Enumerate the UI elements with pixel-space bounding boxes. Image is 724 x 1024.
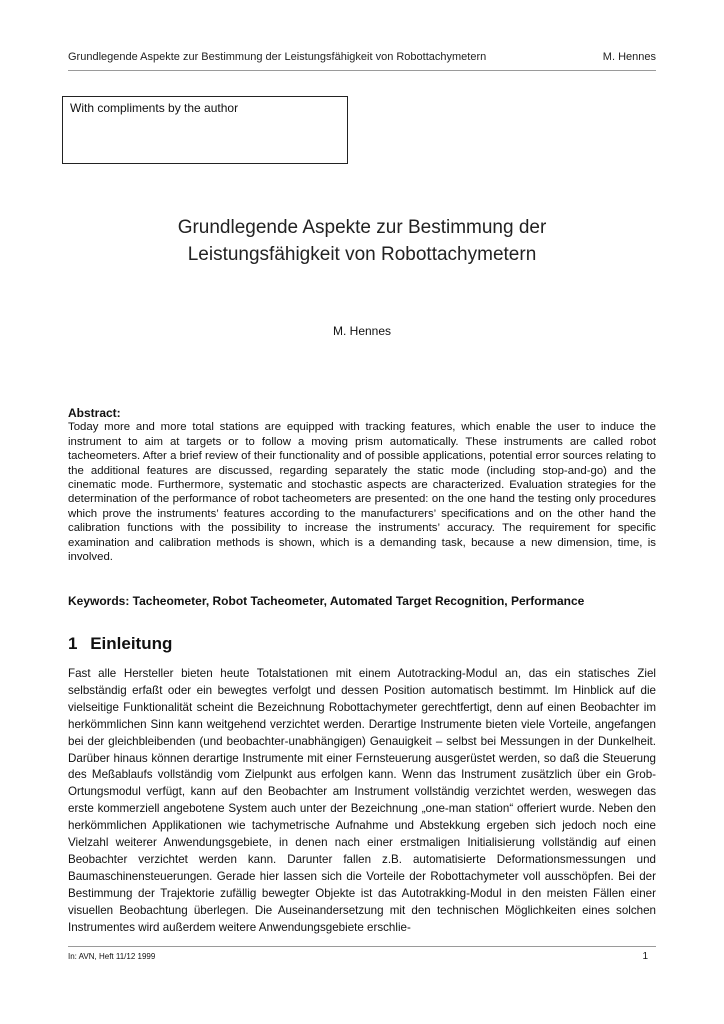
title-line-2: Leistungsfähigkeit von Robottachymetern (187, 244, 537, 265)
section-heading (68, 634, 172, 654)
compliments-text: With compliments by the author (70, 101, 239, 115)
footer-rule (68, 946, 656, 947)
section-title: Einleitung (90, 634, 173, 653)
page-number: 1 (642, 951, 648, 962)
header-rule (68, 70, 656, 71)
running-header (68, 51, 656, 63)
section-number: 1 (68, 634, 78, 653)
running-title: Grundlegende Aspekte zur Bestimmung der Leistungsfähigkeit von Robottachymetern (68, 51, 487, 63)
abstract (68, 406, 656, 564)
footer-source: In: AVN, Heft 11/12 1999 (68, 952, 156, 961)
abstract-text: Today more and more total stations are equipped with tracking features, which enable the user to induce the instrument to aim at targets or to follow a moving prism automatically. These instruments are called robot tacheometers. After a brief review of their functionality and of possible applications, potential error sources relating to the additional features are discussed, regarding separately the static mode (including stop-and-go) and the cinematic mode. Furthermore, systematic and stochastic aspects are characterized. Evaluation strategies for the determination of the performance of robot tacheometers are presented: on the one hand the testing only procedures which prove the instruments’ features according to the manufacturers’ specifications and on the other hand the calibration functions with the possibility to increase the instruments’ accuracy. The requirement for specific examination and calibration methods is shown, which is a demanding task, because a new dimension, time, is involved. (68, 421, 656, 564)
running-author: M. Hennes (602, 51, 656, 63)
keywords: Keywords: Tacheometer, Robot Tacheometer, Automated Target Recognition, Performance (68, 594, 585, 608)
footer (68, 951, 656, 962)
section-body-text: Fast alle Hersteller bieten heute Totalstationen mit einem Autotracking-Modul an, das ein statisches Ziel selbständig erfaßt oder ein bewegtes verfolgt und dessen Position automatisch bestimmt. Im Hinblick auf die vielseitige Funktionalität scheint die Bezeichnung Robottachymeter gerechtfertigt, denn auf einen Beobachter im herkömmlichen Sinn kann weitgehend verzichtet werden. Derartige Instrumente bieten viele Vorteile, angefangen bei der gleichbleibenden (und beobachter-unabhängigen) Genauigkeit – selbst bei Messungen in der Dunkelheit. Darüber hinaus können derartige Instrumente mit einer Fernsteuerung ausgerüstet werden, so daß die Steuerung des Meßablaufs vollständig vom Zielpunkt aus erfolgen kann. Wenn das Instrument zusätzlich über ein Grob-Ortungsmodul verfügt, kann auf den Beobachter am Instrument vollständig verzichtet werden, weswegen das erste kommerziell angebotene System auch unter der Bezeichnung „one-man station“ offeriert wurde. Neben den herkömmlichen Applikationen wie tachymetrische Aufnahme und Abstekkung ergeben sich jedoch noch eine Vielzahl weiterer Anwendungsgebiete, in denen nach einer erstmaligen Initialisierung vollständig auf einen Beobachter verzichtet werden kann. Darunter fallen z.B. automatisierte Deformationsmessungen und Baumaschinensteuerungen. Gerade hier lassen sich die Vorteile der Robottachymeter voll ausschöpfen. Bei der Bestimmung der Trajektorie zufällig bewegter Objekte ist das Autotrakking-Modul in den meisten Fällen einer visuellen Beobachtung überlegen. Die Auseinandersetzung mit den technischen Möglichkeiten eines solchen Instrumentes wird außerdem weitere Anwendungsgebiete erschlie- (68, 667, 656, 934)
title-line-1: Grundlegende Aspekte zur Bestimmung der (177, 217, 547, 238)
compliments-box (62, 96, 348, 164)
abstract-heading: Abstract: (68, 406, 121, 420)
paper-title (0, 214, 724, 268)
author-name: M. Hennes (332, 324, 392, 338)
